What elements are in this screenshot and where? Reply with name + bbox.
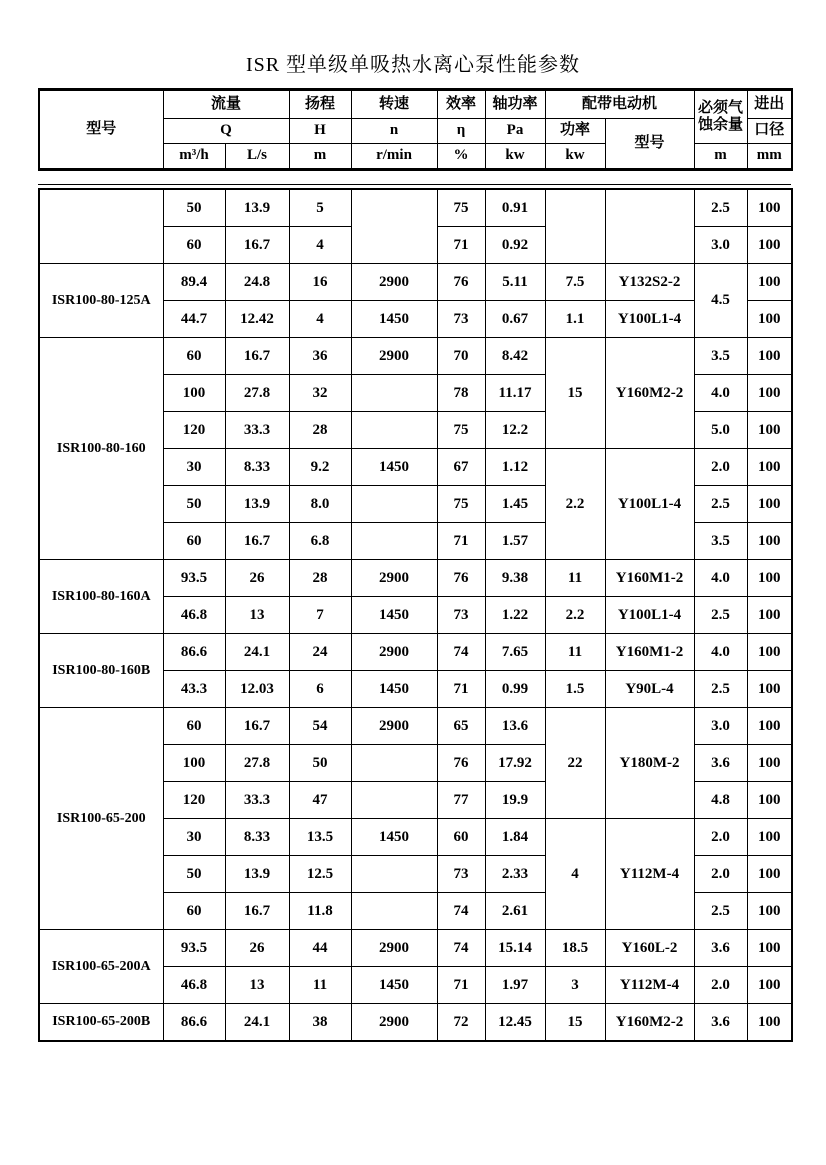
table-row	[39, 1004, 792, 1042]
cell-q-ls: 16.7	[225, 523, 289, 560]
cell-model: ISR100-65-200A	[39, 930, 163, 1004]
cell-eff: 67	[437, 449, 485, 486]
cell-speed	[351, 745, 437, 782]
col-header-motor-power: 功率	[545, 119, 605, 144]
cell-npsh: 3.6	[694, 1004, 747, 1042]
cell-npsh: 2.5	[694, 189, 747, 227]
cell-dn: 100	[747, 560, 792, 597]
cell-speed: 1450	[351, 671, 437, 708]
cell-q-ls: 16.7	[225, 227, 289, 264]
cell-speed	[351, 189, 437, 264]
table-row	[39, 634, 792, 671]
cell-speed: 2900	[351, 930, 437, 967]
cell-speed	[351, 893, 437, 930]
pump-table-body	[39, 189, 792, 1041]
table-row	[39, 338, 792, 375]
cell-shaft-power: 9.38	[485, 560, 545, 597]
cell-shaft-power: 1.45	[485, 486, 545, 523]
cell-shaft-power: 2.61	[485, 893, 545, 930]
col-header-speed: 转速	[351, 90, 437, 119]
unit-npsh: m	[694, 144, 747, 170]
cell-dn: 100	[747, 597, 792, 634]
unit-efficiency: %	[437, 144, 485, 170]
cell-q-m3h: 46.8	[163, 967, 225, 1004]
cell-head: 5	[289, 189, 351, 227]
cell-q-ls: 16.7	[225, 893, 289, 930]
cell-q-m3h: 50	[163, 856, 225, 893]
cell-npsh: 2.5	[694, 671, 747, 708]
unit-shaft-power: kw	[485, 144, 545, 170]
data-table-section	[38, 184, 791, 1042]
cell-q-ls: 13.9	[225, 486, 289, 523]
cell-model: ISR100-65-200	[39, 708, 163, 930]
col-header-model: 型号	[39, 90, 163, 170]
cell-shaft-power: 1.84	[485, 819, 545, 856]
cell-npsh: 4.5	[694, 264, 747, 338]
cell-q-m3h: 60	[163, 893, 225, 930]
cell-speed	[351, 856, 437, 893]
cell-motor-power: 7.5	[545, 264, 605, 301]
cell-speed	[351, 412, 437, 449]
cell-motor-model: Y132S2-2	[605, 264, 694, 301]
cell-eff: 73	[437, 597, 485, 634]
cell-eff: 75	[437, 486, 485, 523]
page-title: ISR 型单级单吸热水离心泵性能参数	[245, 54, 581, 76]
cell-q-ls: 27.8	[225, 375, 289, 412]
cell-npsh: 2.0	[694, 819, 747, 856]
cell-npsh: 5.0	[694, 412, 747, 449]
npsh-label-line1: 必须气	[698, 99, 744, 116]
cell-dn: 100	[747, 189, 792, 227]
cell-dn: 100	[747, 227, 792, 264]
cell-eff: 76	[437, 745, 485, 782]
cell-motor-power: 1.1	[545, 301, 605, 338]
cell-q-m3h: 46.8	[163, 597, 225, 634]
cell-model: ISR100-80-160A	[39, 560, 163, 634]
cell-shaft-power: 1.97	[485, 967, 545, 1004]
cell-eff: 76	[437, 264, 485, 301]
cell-shaft-power: 0.92	[485, 227, 545, 264]
cell-eff: 74	[437, 930, 485, 967]
cell-eff: 78	[437, 375, 485, 412]
unit-port: mm	[747, 144, 792, 170]
cell-dn: 100	[747, 819, 792, 856]
cell-npsh: 2.5	[694, 597, 747, 634]
cell-q-m3h: 60	[163, 227, 225, 264]
cell-q-ls: 24.8	[225, 264, 289, 301]
cell-head: 11	[289, 967, 351, 1004]
cell-model: ISR100-65-200B	[39, 1004, 163, 1042]
cell-shaft-power: 17.92	[485, 745, 545, 782]
cell-speed: 1450	[351, 967, 437, 1004]
cell-head: 38	[289, 1004, 351, 1042]
cell-q-m3h: 44.7	[163, 301, 225, 338]
cell-q-m3h: 30	[163, 449, 225, 486]
cell-eff: 74	[437, 893, 485, 930]
cell-npsh: 2.5	[694, 893, 747, 930]
cell-npsh: 2.0	[694, 449, 747, 486]
cell-dn: 100	[747, 967, 792, 1004]
cell-q-ls: 13.9	[225, 856, 289, 893]
table-row	[39, 708, 792, 745]
col-header-flow: 流量	[163, 90, 289, 119]
cell-npsh: 3.5	[694, 523, 747, 560]
cell-eff: 70	[437, 338, 485, 375]
cell-speed	[351, 782, 437, 819]
col-header-shaft-power-symbol: Pa	[485, 119, 545, 144]
col-header-efficiency-symbol: η	[437, 119, 485, 144]
cell-dn: 100	[747, 856, 792, 893]
cell-dn: 100	[747, 449, 792, 486]
cell-head: 13.5	[289, 819, 351, 856]
cell-shaft-power: 5.11	[485, 264, 545, 301]
cell-motor-model: Y112M-4	[605, 967, 694, 1004]
cell-dn: 100	[747, 893, 792, 930]
col-header-shaft-power: 轴功率	[485, 90, 545, 119]
cell-shaft-power: 11.17	[485, 375, 545, 412]
cell-q-m3h: 89.4	[163, 264, 225, 301]
cell-eff: 71	[437, 967, 485, 1004]
cell-head: 6.8	[289, 523, 351, 560]
cell-shaft-power: 0.99	[485, 671, 545, 708]
cell-speed: 2900	[351, 708, 437, 745]
cell-shaft-power: 1.12	[485, 449, 545, 486]
cell-model: ISR100-80-160	[39, 338, 163, 560]
cell-q-m3h: 60	[163, 708, 225, 745]
cell-npsh: 4.0	[694, 375, 747, 412]
cell-model: ISR100-80-160B	[39, 634, 163, 708]
header-row-1	[39, 90, 792, 119]
cell-q-ls: 12.42	[225, 301, 289, 338]
cell-head: 28	[289, 560, 351, 597]
cell-q-m3h: 100	[163, 375, 225, 412]
cell-shaft-power: 12.2	[485, 412, 545, 449]
cell-q-ls: 8.33	[225, 449, 289, 486]
cell-head: 32	[289, 375, 351, 412]
cell-motor-model: Y160M1-2	[605, 560, 694, 597]
cell-head: 9.2	[289, 449, 351, 486]
cell-motor-power: 15	[545, 1004, 605, 1042]
cell-motor-model: Y100L1-4	[605, 301, 694, 338]
unit-speed: r/min	[351, 144, 437, 170]
table-top-rule	[38, 184, 791, 185]
col-header-npsh	[694, 90, 747, 144]
cell-npsh: 4.0	[694, 634, 747, 671]
cell-dn: 100	[747, 634, 792, 671]
cell-motor-power: 4	[545, 819, 605, 930]
pump-data-table	[38, 188, 793, 1042]
cell-npsh: 2.0	[694, 967, 747, 1004]
cell-dn: 100	[747, 708, 792, 745]
cell-speed: 2900	[351, 1004, 437, 1042]
table-row	[39, 189, 792, 227]
cell-speed: 1450	[351, 301, 437, 338]
cell-npsh: 4.0	[694, 560, 747, 597]
cell-motor-power: 2.2	[545, 449, 605, 560]
cell-model: ISR100-80-125A	[39, 264, 163, 338]
cell-motor-power: 2.2	[545, 597, 605, 634]
cell-npsh: 2.0	[694, 856, 747, 893]
cell-eff: 73	[437, 856, 485, 893]
col-header-port-inout: 进出	[747, 90, 792, 119]
cell-head: 50	[289, 745, 351, 782]
cell-speed: 2900	[351, 338, 437, 375]
cell-shaft-power: 12.45	[485, 1004, 545, 1042]
cell-q-ls: 8.33	[225, 819, 289, 856]
cell-shaft-power: 2.33	[485, 856, 545, 893]
cell-eff: 71	[437, 227, 485, 264]
cell-npsh: 2.5	[694, 486, 747, 523]
cell-speed: 2900	[351, 634, 437, 671]
cell-eff: 65	[437, 708, 485, 745]
cell-q-m3h: 93.5	[163, 930, 225, 967]
cell-head: 44	[289, 930, 351, 967]
cell-head: 8.0	[289, 486, 351, 523]
cell-eff: 77	[437, 782, 485, 819]
cell-npsh: 3.6	[694, 930, 747, 967]
cell-head: 47	[289, 782, 351, 819]
cell-npsh: 3.0	[694, 227, 747, 264]
cell-npsh: 3.0	[694, 708, 747, 745]
cell-npsh: 4.8	[694, 782, 747, 819]
cell-q-m3h: 30	[163, 819, 225, 856]
cell-motor-power: 1.5	[545, 671, 605, 708]
cell-q-m3h: 50	[163, 189, 225, 227]
unit-head: m	[289, 144, 351, 170]
cell-q-ls: 16.7	[225, 338, 289, 375]
cell-q-ls: 13	[225, 597, 289, 634]
cell-speed	[351, 523, 437, 560]
cell-q-m3h: 120	[163, 782, 225, 819]
unit-flow-m3h: m³/h	[163, 144, 225, 170]
cell-shaft-power: 0.67	[485, 301, 545, 338]
cell-head: 12.5	[289, 856, 351, 893]
col-header-motor-model: 型号	[605, 119, 694, 170]
cell-head: 24	[289, 634, 351, 671]
cell-dn: 100	[747, 782, 792, 819]
cell-q-ls: 16.7	[225, 708, 289, 745]
header-table	[38, 88, 793, 171]
cell-q-ls: 12.03	[225, 671, 289, 708]
cell-q-ls: 13	[225, 967, 289, 1004]
cell-shaft-power: 1.22	[485, 597, 545, 634]
cell-shaft-power: 8.42	[485, 338, 545, 375]
cell-q-m3h: 60	[163, 338, 225, 375]
cell-dn: 100	[747, 745, 792, 782]
col-header-port-diameter: 口径	[747, 119, 792, 144]
cell-q-ls: 33.3	[225, 782, 289, 819]
cell-eff: 71	[437, 523, 485, 560]
col-header-motor: 配带电动机	[545, 90, 694, 119]
cell-speed	[351, 486, 437, 523]
cell-motor-power: 11	[545, 560, 605, 597]
cell-speed	[351, 375, 437, 412]
cell-npsh: 3.6	[694, 745, 747, 782]
cell-motor-model: Y160M2-2	[605, 1004, 694, 1042]
cell-dn: 100	[747, 930, 792, 967]
cell-q-m3h: 86.6	[163, 1004, 225, 1042]
cell-q-ls: 24.1	[225, 1004, 289, 1042]
table-row	[39, 560, 792, 597]
cell-head: 16	[289, 264, 351, 301]
cell-head: 54	[289, 708, 351, 745]
cell-speed: 1450	[351, 449, 437, 486]
cell-eff: 74	[437, 634, 485, 671]
cell-head: 11.8	[289, 893, 351, 930]
cell-q-ls: 13.9	[225, 189, 289, 227]
cell-eff: 73	[437, 301, 485, 338]
cell-motor-power: 3	[545, 967, 605, 1004]
cell-eff: 60	[437, 819, 485, 856]
cell-motor-model: Y160M2-2	[605, 338, 694, 449]
cell-motor-power: 11	[545, 634, 605, 671]
cell-motor-model: Y180M-2	[605, 708, 694, 819]
table-row	[39, 264, 792, 301]
unit-flow-ls: L/s	[225, 144, 289, 170]
cell-q-m3h: 93.5	[163, 560, 225, 597]
cell-motor-model	[605, 189, 694, 264]
cell-q-ls: 27.8	[225, 745, 289, 782]
col-header-head-symbol: H	[289, 119, 351, 144]
cell-model	[39, 189, 163, 264]
cell-head: 28	[289, 412, 351, 449]
cell-motor-model: Y160L-2	[605, 930, 694, 967]
cell-q-ls: 26	[225, 930, 289, 967]
cell-shaft-power: 19.9	[485, 782, 545, 819]
cell-dn: 100	[747, 264, 792, 301]
col-header-efficiency: 效率	[437, 90, 485, 119]
cell-head: 4	[289, 301, 351, 338]
cell-dn: 100	[747, 1004, 792, 1042]
col-header-speed-symbol: n	[351, 119, 437, 144]
cell-eff: 72	[437, 1004, 485, 1042]
cell-eff: 76	[437, 560, 485, 597]
cell-q-ls: 26	[225, 560, 289, 597]
col-header-flow-symbol: Q	[163, 119, 289, 144]
cell-head: 6	[289, 671, 351, 708]
unit-motor-power: kw	[545, 144, 605, 170]
cell-motor-model: Y112M-4	[605, 819, 694, 930]
cell-motor-power: 22	[545, 708, 605, 819]
cell-speed: 2900	[351, 560, 437, 597]
cell-q-ls: 24.1	[225, 634, 289, 671]
cell-speed: 1450	[351, 819, 437, 856]
cell-motor-model: Y90L-4	[605, 671, 694, 708]
cell-motor-model: Y100L1-4	[605, 449, 694, 560]
cell-shaft-power: 15.14	[485, 930, 545, 967]
cell-motor-power: 15	[545, 338, 605, 449]
cell-motor-model: Y100L1-4	[605, 597, 694, 634]
cell-head: 4	[289, 227, 351, 264]
cell-q-m3h: 43.3	[163, 671, 225, 708]
cell-dn: 100	[747, 301, 792, 338]
cell-shaft-power: 0.91	[485, 189, 545, 227]
cell-motor-model: Y160M1-2	[605, 634, 694, 671]
table-row	[39, 930, 792, 967]
cell-q-ls: 33.3	[225, 412, 289, 449]
cell-dn: 100	[747, 412, 792, 449]
cell-dn: 100	[747, 486, 792, 523]
cell-dn: 100	[747, 338, 792, 375]
cell-shaft-power: 13.6	[485, 708, 545, 745]
cell-head: 36	[289, 338, 351, 375]
cell-q-m3h: 100	[163, 745, 225, 782]
cell-dn: 100	[747, 523, 792, 560]
cell-eff: 71	[437, 671, 485, 708]
cell-shaft-power: 1.57	[485, 523, 545, 560]
cell-q-m3h: 120	[163, 412, 225, 449]
cell-eff: 75	[437, 189, 485, 227]
cell-q-m3h: 86.6	[163, 634, 225, 671]
cell-shaft-power: 7.65	[485, 634, 545, 671]
cell-speed: 2900	[351, 264, 437, 301]
cell-npsh: 3.5	[694, 338, 747, 375]
cell-q-m3h: 50	[163, 486, 225, 523]
cell-motor-power	[545, 189, 605, 264]
cell-q-m3h: 60	[163, 523, 225, 560]
cell-speed: 1450	[351, 597, 437, 634]
cell-dn: 100	[747, 671, 792, 708]
cell-dn: 100	[747, 375, 792, 412]
cell-eff: 75	[437, 412, 485, 449]
cell-head: 7	[289, 597, 351, 634]
cell-motor-power: 18.5	[545, 930, 605, 967]
npsh-label-line2: 蚀余量	[698, 117, 744, 133]
col-header-head: 扬程	[289, 90, 351, 119]
